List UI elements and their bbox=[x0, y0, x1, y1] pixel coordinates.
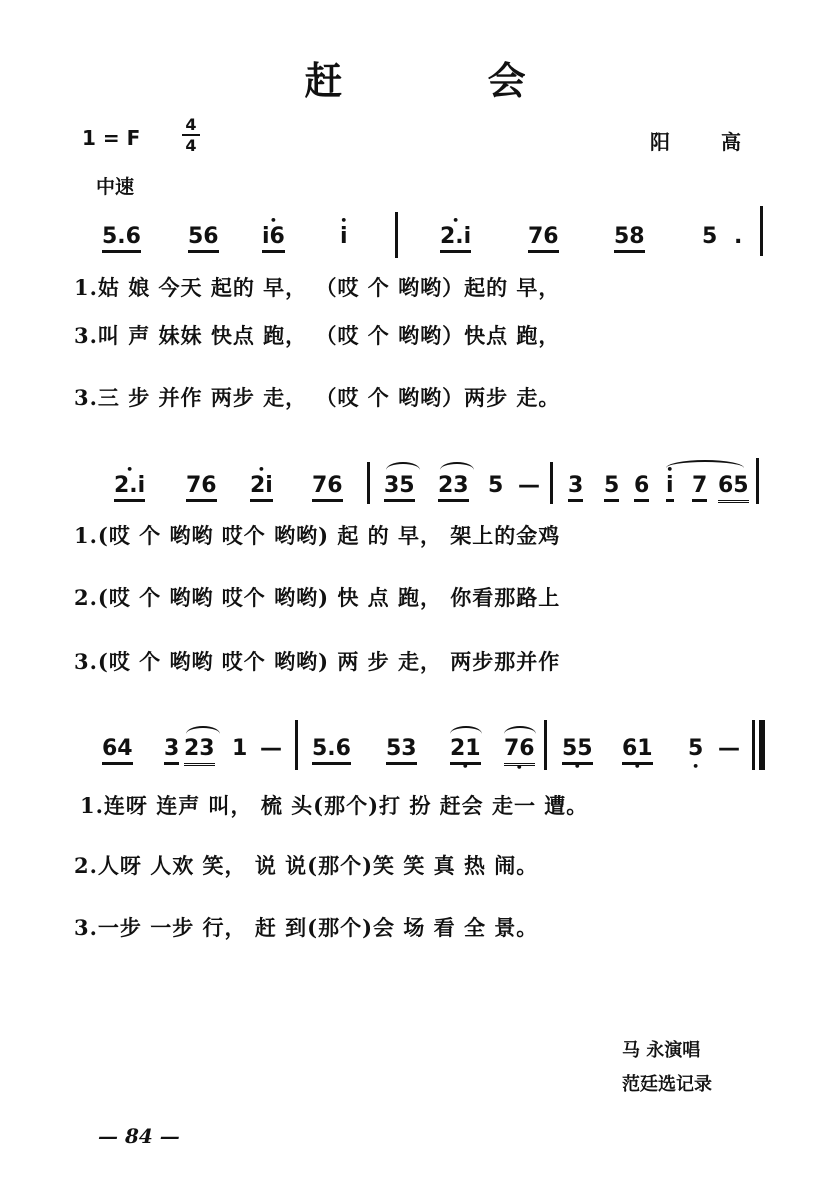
note-group: 21 • bbox=[450, 736, 481, 765]
note-group: — bbox=[718, 736, 740, 761]
note-group: 76 bbox=[186, 473, 217, 502]
bar-line bbox=[395, 212, 398, 258]
note-group: 55 • bbox=[562, 736, 593, 765]
time-numerator: 4 bbox=[185, 115, 197, 134]
slur bbox=[440, 462, 474, 478]
note-group: 3 bbox=[164, 736, 179, 765]
note-group: 5 bbox=[488, 473, 504, 498]
note-group: 64 bbox=[102, 736, 133, 765]
notation-line-1 bbox=[0, 224, 830, 254]
note-group: • 2i bbox=[250, 473, 273, 502]
slur bbox=[186, 726, 220, 742]
note-group: • 2.i bbox=[440, 224, 471, 253]
lyric-line: 3.一步 一步 行， 赶 到(那个)会 场 看 全 景。 bbox=[74, 915, 539, 940]
slur bbox=[666, 460, 744, 476]
lyric-line: 1.(哎 个 哟哟 哎个 哟哟) 起 的 早， 架上的金鸡 bbox=[74, 523, 561, 548]
note-group: — bbox=[518, 473, 540, 498]
bar-line bbox=[367, 462, 370, 504]
note-group: 3 bbox=[568, 473, 583, 502]
bar-line bbox=[550, 462, 553, 504]
note-group: 7 bbox=[692, 473, 707, 502]
note-group: 1 bbox=[232, 736, 248, 761]
singer-credit: 马 永演唱 bbox=[622, 1040, 701, 1061]
bar-line bbox=[760, 206, 763, 256]
slur bbox=[504, 726, 536, 742]
page-number: — 84 — bbox=[98, 1124, 180, 1148]
bar-line bbox=[544, 720, 547, 770]
note-group: — bbox=[260, 736, 282, 761]
note-group: 23 bbox=[184, 736, 215, 766]
time-signature bbox=[182, 116, 200, 154]
final-bar-line bbox=[759, 720, 765, 770]
bar-line bbox=[295, 720, 298, 770]
region-label: 阳 高 bbox=[650, 130, 763, 154]
notation-line-3 bbox=[0, 736, 830, 766]
lyric-line: 1.姑 娘 今天 起的 早， （哎 个 哟哟）起的 早， bbox=[74, 275, 561, 300]
lyric-line: 1.连呀 连声 叫， 梳 头(那个)打 扮 赶会 走一 遭。 bbox=[80, 793, 589, 818]
note-group: . bbox=[734, 224, 743, 249]
lyric-line: 2.(哎 个 哟哟 哎个 哟哟) 快 点 跑， 你看那路上 bbox=[74, 585, 561, 610]
lyric-line: 3.叫 声 妹妹 快点 跑， （哎 个 哟哟）快点 跑， bbox=[74, 323, 561, 348]
note-group: 76 bbox=[312, 473, 343, 502]
lyric-line: 2.人呀 人欢 笑， 说 说(那个)笑 笑 真 热 闹。 bbox=[74, 853, 539, 878]
note-group: 5 bbox=[604, 473, 619, 502]
note-group: 35 bbox=[384, 473, 415, 502]
note-group: 58 bbox=[614, 224, 645, 253]
note-group: 5.6 bbox=[312, 736, 351, 765]
note-group: 76 • bbox=[504, 736, 535, 766]
slur bbox=[450, 726, 482, 742]
note-group: • i bbox=[666, 473, 674, 502]
note-group: 56 bbox=[188, 224, 219, 253]
note-group: 76 bbox=[528, 224, 559, 253]
lyric-line: 3.三 步 并作 两步 走， （哎 个 哟哟）两步 走。 bbox=[74, 385, 561, 410]
recorder-credit: 范廷选记录 bbox=[622, 1074, 712, 1095]
note-group: 61 • bbox=[622, 736, 653, 765]
slur bbox=[386, 462, 420, 478]
song-title: 赶 会 bbox=[304, 58, 592, 103]
note-group: • 2.i bbox=[114, 473, 145, 502]
note-group: • i6 bbox=[262, 224, 285, 253]
note-group: 23 bbox=[438, 473, 469, 502]
note-group: 6 bbox=[634, 473, 649, 502]
note-group: 5 bbox=[702, 224, 718, 249]
key-signature: 1 = F bbox=[82, 126, 141, 150]
time-denominator: 4 bbox=[185, 136, 197, 155]
note-group: 53 bbox=[386, 736, 417, 765]
tempo-marking: 中速 bbox=[96, 176, 135, 198]
bar-line bbox=[756, 458, 759, 504]
lyric-line: 3.(哎 个 哟哟 哎个 哟哟) 两 步 走， 两步那并作 bbox=[74, 649, 561, 674]
note-group: 65 bbox=[718, 473, 749, 503]
note-group: • i bbox=[340, 224, 348, 250]
note-group: 5.6 bbox=[102, 224, 141, 253]
note-group: 5 • bbox=[688, 736, 703, 762]
bar-line bbox=[752, 720, 755, 770]
